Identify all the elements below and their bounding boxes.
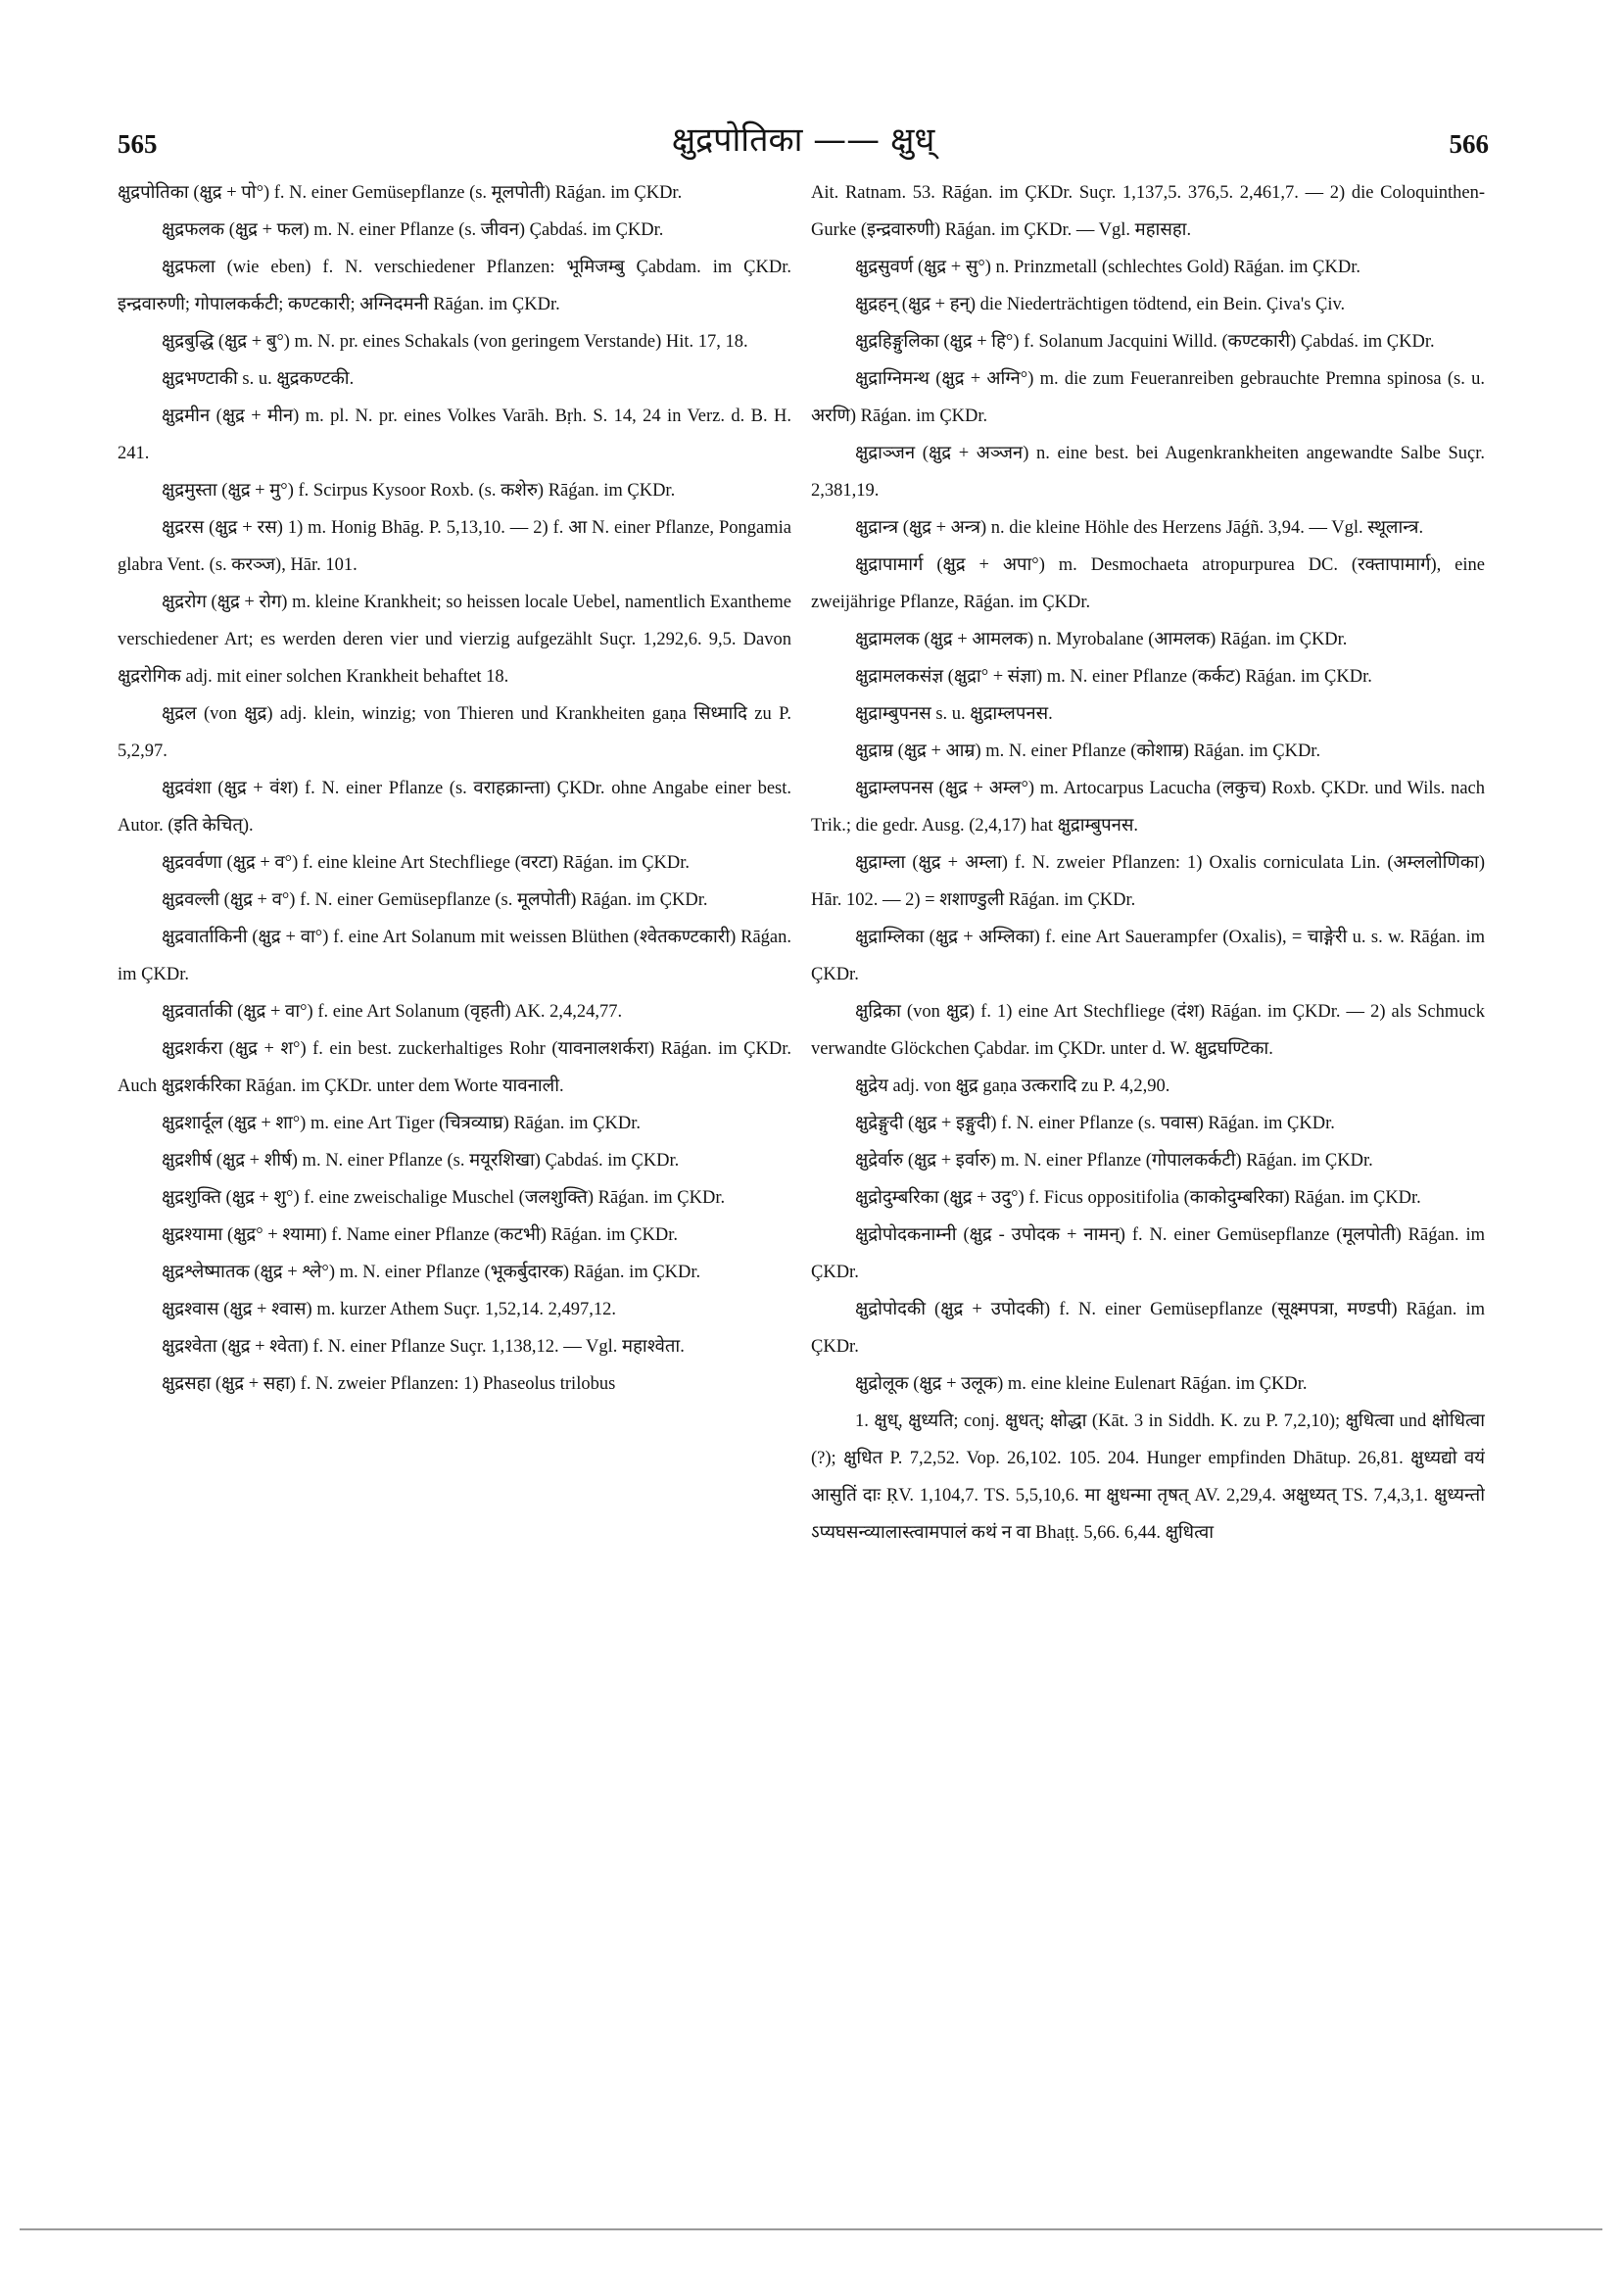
dictionary-entry: क्षुद्राम्ला (क्षुद्र + अम्ला) f. N. zweier Pflanzen: 1) Oxalis corniculata Lin. (अम्ललोणिका) Hār. 102. — 2) = शशाण्डुली Rāǵan. im ÇKDr. xyxy=(811,853,1485,910)
dictionary-entry: क्षुद्ररस (क्षुद्र + रस) 1) m. Honig Bhāg. P. 5,13,10. — 2) f. आ N. einer Pflanze, Pongamia glabra Vent. (s. करञ्ज), Hār. 101. xyxy=(118,518,791,575)
page-number-left: 565 xyxy=(118,129,158,159)
dictionary-entry: क्षुद्रेर्वारु (क्षुद्र + इर्वारु) m. N. einer Pflanze (गोपालकर्कटी) Rāǵan. im ÇKDr. xyxy=(855,1151,1373,1171)
dictionary-entry: क्षुद्रवार्ताकिनी (क्षुद्र + वा°) f. eine Art Solanum mit weissen Blüthen (श्वेतकण्टकारी) Rāǵan. im ÇKDr. xyxy=(118,928,791,984)
dictionary-entry: क्षुद्रामलक (क्षुद्र + आमलक) n. Myrobalane (आमलक) Rāǵan. im ÇKDr. xyxy=(855,630,1348,649)
running-headword: क्षुद्रपोतिका —— क्षुध् xyxy=(671,120,935,160)
dictionary-entry: क्षुद्रोपोदकी (क्षुद्र + उपोदकी) f. N. einer Gemüsepflanze (सूक्ष्मपत्रा, मण्डपी) Rāǵan. im ÇKDr. xyxy=(811,1300,1485,1357)
dictionary-entry: Ait. Ratnam. 53. Rāǵan. im ÇKDr. Suçr. 1,137,5. 376,5. 2,461,7. — 2) die Coloquinthen-Gurke (इन्द्रवारुणी) Rāǵan. im ÇKDr. — Vgl. महासहा. xyxy=(811,183,1485,240)
left-column xyxy=(118,174,791,2202)
bottom-rule xyxy=(20,2228,1602,2230)
dictionary-entry: क्षुद्रापामार्ग (क्षुद्र + अपा°) m. Desmochaeta atropurpurea DC. (रक्तापामार्ग), eine zweijährige Pflanze, Rāǵan. im ÇKDr. xyxy=(811,555,1485,612)
dictionary-entry: क्षुद्रवार्ताकी (क्षुद्र + वा°) f. eine Art Solanum (वृहती) AK. 2,4,24,77. xyxy=(162,1002,623,1022)
dictionary-entry: क्षुद्रोदुम्बरिका (क्षुद्र + उदु°) f. Ficus oppositifolia (काकोदुम्बरिका) Rāǵan. im ÇKDr. xyxy=(855,1188,1421,1208)
dictionary-entry: क्षुद्रशुक्ति (क्षुद्र + शु°) f. eine zweischalige Muschel (जलशुक्ति) Rāǵan. im ÇKDr. xyxy=(162,1188,726,1208)
dictionary-entry: क्षुद्रशर्करा (क्षुद्र + श°) f. ein best. zuckerhaltiges Rohr (यावनालशर्करा) Rāǵan. im ÇKDr. Auch क्षुद्रशर्करिका Rāǵan. im ÇKDr. unter dem Worte यावनाली. xyxy=(118,1039,791,1096)
dictionary-entry: क्षुद्रश्लेष्मातक (क्षुद्र + श्ले°) m. N. einer Pflanze (भूकर्बुदारक) Rāǵan. im ÇKDr. xyxy=(162,1263,701,1282)
dictionary-entry: क्षुद्रोलूक (क्षुद्र + उलूक) m. eine kleine Eulenart Rāǵan. im ÇKDr. xyxy=(855,1374,1308,1394)
dictionary-entry: क्षुद्राम्लिका (क्षुद्र + अम्लिका) f. eine Art Sauerampfer (Oxalis), = चाङ्गेरी u. s. w. Rāǵan. im ÇKDr. xyxy=(811,928,1485,984)
dictionary-entry: क्षुद्रेय adj. von क्षुद्र gaṇa उत्करादि zu P. 4,2,90. xyxy=(855,1076,1170,1096)
dictionary-entry: क्षुद्रवल्ली (क्षुद्र + व°) f. N. einer Gemüsepflanze (s. मूलपोती) Rāǵan. im ÇKDr. xyxy=(162,890,708,910)
dictionary-entry: क्षुद्राम्र (क्षुद्र + आम्र) m. N. einer Pflanze (कोशाम्र) Rāǵan. im ÇKDr. xyxy=(855,741,1321,761)
dictionary-entry: क्षुद्रोपोदकनाम्नी (क्षुद्र - उपोदक + नामन्) f. N. einer Gemüsepflanze (मूलपोती) Rāǵan. im ÇKDr. xyxy=(811,1225,1485,1282)
dictionary-entry: क्षुद्रमीन (क्षुद्र + मीन) m. pl. N. pr. eines Volkes Varāh. Bṛh. S. 14, 24 in Verz. d. B. H. 241. xyxy=(118,407,791,463)
dictionary-entry: क्षुद्ररोग (क्षुद्र + रोग) m. kleine Krankheit; so heissen locale Uebel, namentlich Exantheme verschiedener Art; es werden deren vier und vierzig aufgezählt Suçr. 1,292,6. 9,5. Davon क्षुद्ररोगिक adj. mit einer solchen Krankheit behaftet 18. xyxy=(118,593,791,687)
dictionary-entry: क्षुद्रिका (von क्षुद्र) f. 1) eine Art Stechfliege (दंश) Rāǵan. im ÇKDr. — 2) als Schmuck verwandte Glöckchen Çabdar. im ÇKDr. unter d. W. क्षुद्रघण्टिका. xyxy=(811,1002,1485,1059)
dictionary-entry: क्षुद्रश्यामा (क्षुद्र° + श्यामा) f. Name einer Pflanze (कटभी) Rāǵan. im ÇKDr. xyxy=(162,1225,678,1245)
dictionary-entry: क्षुद्रबुद्धि (क्षुद्र + बु°) m. N. pr. eines Schakals (von geringem Verstande) Hit. 17, 18. xyxy=(162,332,748,352)
dictionary-entry: क्षुद्रान्त्र (क्षुद्र + अन्त्र) n. die kleine Höhle des Herzens Jāǵñ. 3,94. — Vgl. स्थूलान्त्र. xyxy=(855,518,1424,538)
dictionary-entry: क्षुद्रहिङ्गुलिका (क्षुद्र + हि°) f. Solanum Jacquini Willd. (कण्टकारी) Çabdaś. im ÇKDr. xyxy=(855,332,1435,352)
page-number-right: 566 xyxy=(1449,129,1489,159)
dictionary-entry: क्षुद्रसुवर्ण (क्षुद्र + सु°) n. Prinzmetall (schlechtes Gold) Rāǵan. im ÇKDr. xyxy=(855,258,1360,277)
dictionary-entry: क्षुद्रमुस्ता (क्षुद्र + मु°) f. Scirpus Kysoor Roxb. (s. कशेरु) Rāǵan. im ÇKDr. xyxy=(162,481,676,501)
dictionary-entry: क्षुद्रहन् (क्षुद्र + हन्) die Niederträchtigen tödtend, ein Bein. Çiva's Çiv. xyxy=(855,295,1346,314)
dictionary-entry: क्षुद्रशीर्ष (क्षुद्र + शीर्ष) m. N. einer Pflanze (s. मयूरशिखा) Çabdaś. im ÇKDr. xyxy=(162,1151,680,1171)
dictionary-entry: क्षुद्रवर्वणा (क्षुद्र + व°) f. eine kleine Art Stechfliege (वरटा) Rāǵan. im ÇKDr. xyxy=(162,853,691,873)
dictionary-entry: क्षुद्रेङ्गुदी (क्षुद्र + इङ्गुदी) f. N. einer Pflanze (s. पवास) Rāǵan. im ÇKDr. xyxy=(855,1114,1335,1133)
dictionary-entry: क्षुद्रसहा (क्षुद्र + सहा) f. N. zweier Pflanzen: 1) Phaseolus trilobus xyxy=(162,1374,616,1394)
dictionary-entry: क्षुद्रश्वास (क्षुद्र + श्वास) m. kurzer Athem Suçr. 1,52,14. 2,497,12. xyxy=(162,1300,617,1319)
dictionary-entry: क्षुद्रामलकसंज्ञ (क्षुद्रा° + संज्ञा) m. N. einer Pflanze (कर्कट) Rāǵan. im ÇKDr. xyxy=(855,667,1372,687)
dictionary-entry: क्षुद्रश्वेता (क्षुद्र + श्वेता) f. N. einer Pflanze Suçr. 1,138,12. — Vgl. महाश्वेता. xyxy=(162,1337,685,1357)
dictionary-entry: क्षुद्रशार्दूल (क्षुद्र + शा°) m. eine Art Tiger (चित्रव्याघ्र) Rāǵan. im ÇKDr. xyxy=(162,1114,641,1133)
running-head xyxy=(118,116,1489,174)
dictionary-entry: क्षुद्रवंशा (क्षुद्र + वंश) f. N. einer Pflanze (s. वराहक्रान्ता) ÇKDr. ohne Angabe einer best. Autor. (इति केचित्). xyxy=(118,779,791,836)
right-column xyxy=(811,174,1485,2202)
dictionary-entry: क्षुद्रपोतिका (क्षुद्र + पो°) f. N. einer Gemüsepflanze (s. मूलपोती) Rāǵan. im ÇKDr. xyxy=(118,183,683,203)
dictionary-entry: क्षुद्राग्निमन्थ (क्षुद्र + अग्नि°) m. die zum Feueranreiben gebrauchte Premna spinosa (s. u. अरणि) Rāǵan. im ÇKDr. xyxy=(811,369,1485,426)
dictionary-entry: क्षुद्रफलक (क्षुद्र + फल) m. N. einer Pflanze (s. जीवन) Çabdaś. im ÇKDr. xyxy=(162,220,664,240)
dictionary-entry: क्षुद्राम्लपनस (क्षुद्र + अम्ल°) m. Artocarpus Lacucha (लकुच) Roxb. ÇKDr. und Wils. nach Trik.; die gedr. Ausg. (2,4,17) hat क्षुद्राम्बुपनस. xyxy=(811,779,1485,836)
dictionary-entry: क्षुद्रभण्टाकी s. u. क्षुद्रकण्टकी. xyxy=(162,369,355,389)
dictionary-entry: क्षुद्रल (von क्षुद्र) adj. klein, winzig; von Thieren und Krankheiten gaṇa सिध्मादि zu P. 5,2,97. xyxy=(118,704,791,761)
dictionary-entry: क्षुद्राञ्जन (क्षुद्र + अञ्जन) n. eine best. bei Augenkrankheiten angewandte Salbe Suçr. 2,381,19. xyxy=(811,444,1485,501)
dictionary-entry: क्षुद्रफला (wie eben) f. N. verschiedener Pflanzen: भूमिजम्बु Çabdam. im ÇKDr. इन्द्रवारुणी; गोपालकर्कटी; कण्टकारी; अग्निदमनी Rāǵan. im ÇKDr. xyxy=(118,258,791,314)
dictionary-entry: क्षुद्राम्बुपनस s. u. क्षुद्राम्लपनस. xyxy=(855,704,1053,724)
dictionary-entry: 1. क्षुध्, क्षुध्यति; conj. क्षुधत्; क्षोद्धा (Kāt. 3 in Siddh. K. zu P. 7,2,10); क्षुधित्वा und क्षोधित्वा (?); क्षुधित P. 7,2,52. Vop. 26,102. 105. 204. Hunger empfinden Dhātup. 26,81. क्षुध्यद्यो वयं आसुतिं दाः ṚV. 1,104,7. TS. 5,5,10,6. मा क्षुधन्मा तृषत् AV. 2,29,4. अक्षुध्यत् TS. 7,4,3,1. क्षुध्यन्तो ऽप्यघसन्व्यालास्त्वामपालं कथं न वा Bhaṭṭ. 5,66. 6,44. क्षुधित्वा xyxy=(811,1411,1485,1543)
